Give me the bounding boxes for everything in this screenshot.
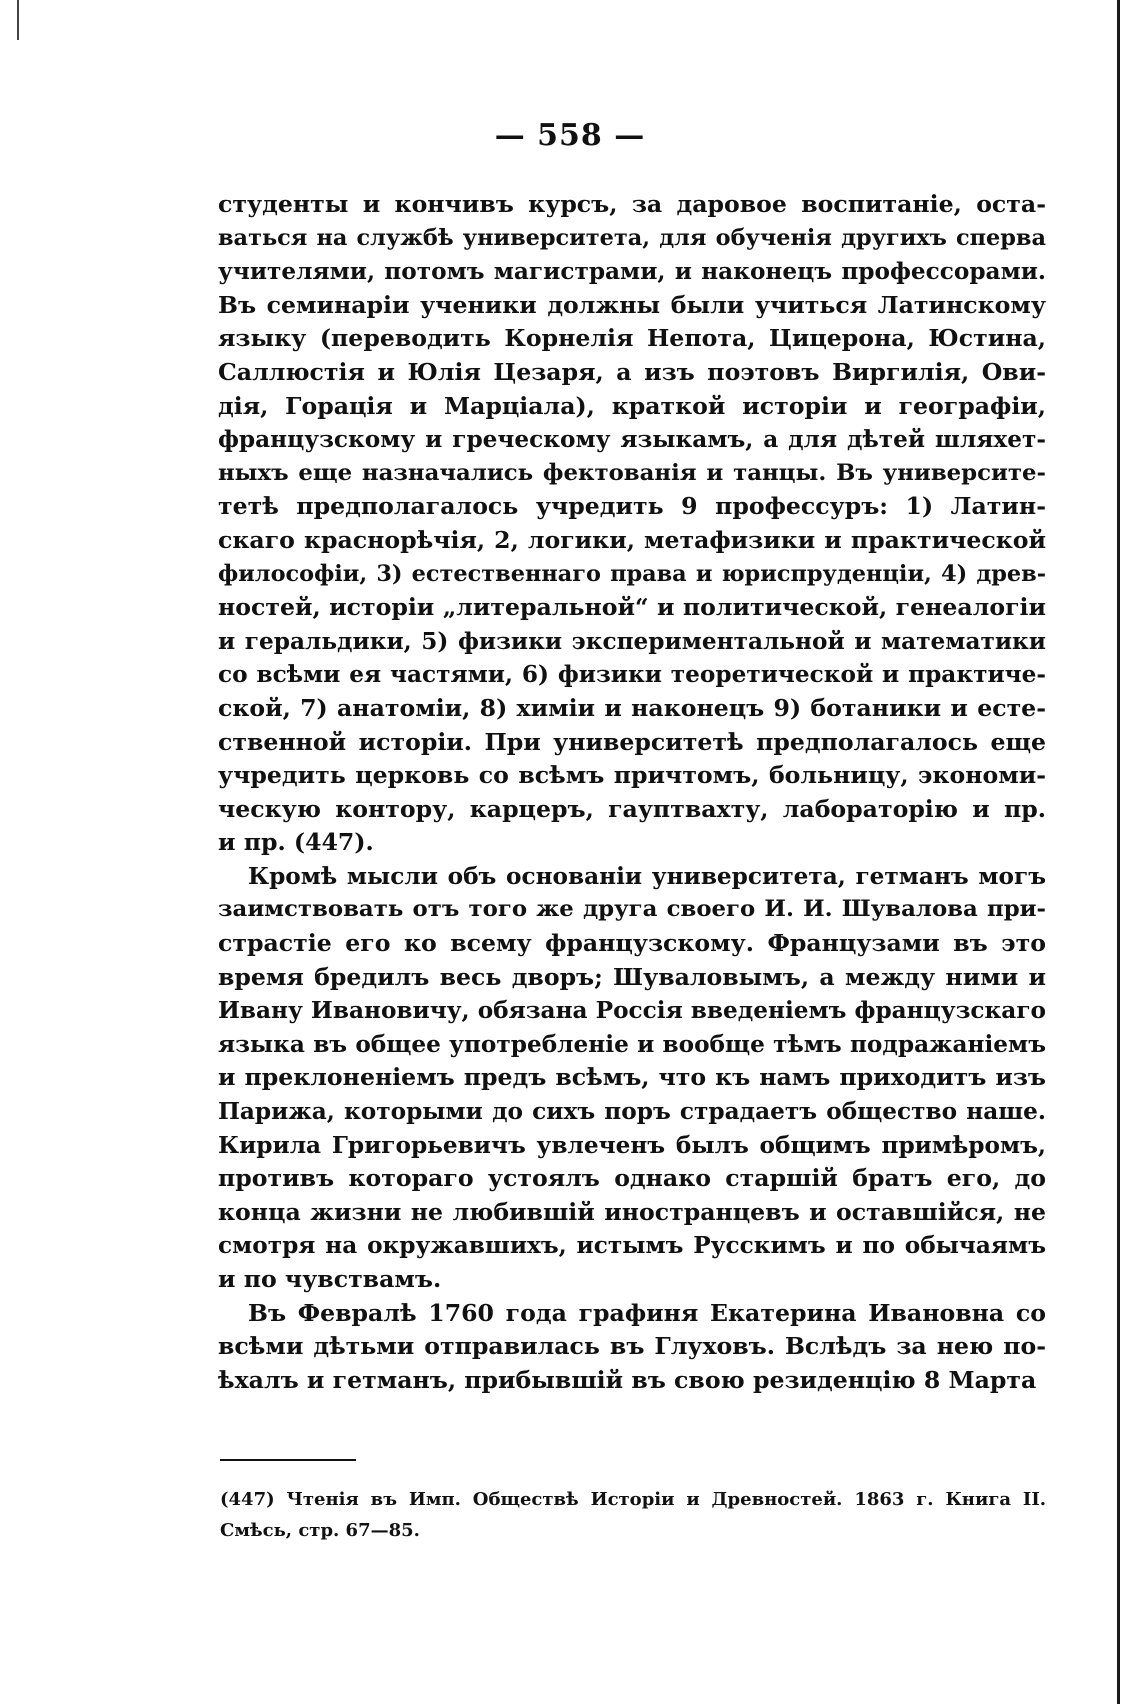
text-line: учредить церковь со всѣмъ причтомъ, больницу, экономи- — [218, 761, 1046, 790]
text-line: дія, Горація и Марціала), краткой исторіи и географіи, — [218, 391, 1046, 420]
text-line: учителями, потомъ магистрами, и наконецъ профессорами. — [218, 258, 1046, 286]
text-line: ской, 7) анатоміи, 8) химіи и наконецъ 9) ботаники и есте- — [218, 693, 1046, 722]
text-line: тетѣ предполагалось учредить 9 профессуръ: 1) Латин- — [218, 492, 1046, 521]
text-line: Кирила Григорьевичъ увлеченъ былъ общимъ примѣромъ, — [218, 1131, 1046, 1159]
text-line: скаго краснорѣчія, 2, логики, метафизики и практической — [218, 525, 1046, 554]
footnote — [220, 1484, 1046, 1546]
text-line: языка въ общее употребленіе и вообще тѣмъ подражаніемъ — [218, 1030, 1046, 1058]
text-line: ческую контору, карцеръ, гауптвахту, лабораторію и пр. — [218, 794, 1046, 823]
text-line: Парижа, которыми до сихъ поръ страдаетъ общество наше. — [218, 1098, 1046, 1126]
text-line: французскому и греческому языкамъ, а для дѣтей шляхет- — [218, 426, 1046, 454]
text-line: конца жизни не любившій иностранцевъ и оставшійся, не — [218, 1197, 1046, 1226]
footnotes — [220, 1484, 1046, 1546]
text-line: заимствовать отъ того же друга своего И. И. Шувалова при- — [218, 896, 1046, 923]
footnote-line: Смѣсь, стр. 67—85. — [220, 1520, 420, 1541]
text-line: и пр. (447). — [218, 828, 374, 857]
text-line: Въ семинаріи ученики должны были учиться Латинскому — [218, 290, 1046, 319]
page-number: — 558 — — [494, 118, 646, 153]
body-text — [218, 188, 1046, 1397]
text-line: страстіе его ко всему французскому. Французами въ это — [218, 929, 1046, 958]
text-line: ственной исторіи. При университетѣ предполагалось еще — [218, 727, 1046, 756]
text-line: студенты и кончивъ курсъ, за даровое воспитаніе, оста- — [218, 190, 1046, 218]
text-line: смотря на окружавшихъ, истымъ Русскимъ и по обычаямъ — [218, 1232, 1046, 1260]
paragraph — [218, 860, 1046, 1297]
paragraph — [218, 188, 1046, 860]
footnote-line: (447) Чтенія въ Имп. Обществѣ Исторіи и Древностей. 1863 г. Книга II. — [220, 1489, 1046, 1510]
text-line: ѣхалъ и гетманъ, прибывшій въ свою резиденцію 8 Марта — [218, 1365, 1037, 1394]
text-line: и по чувствамъ. — [218, 1265, 442, 1293]
text-line: языку (переводить Корнелія Непота, Цицерона, Юстина, — [218, 324, 1046, 353]
scan-edge-left — [17, 0, 19, 40]
text-line: ныхъ еще назначались фектованія и танцы. Въ университе- — [218, 459, 1046, 486]
text-line: философіи, 3) естественнаго права и юриспруденціи, 4) древ- — [218, 560, 1046, 587]
text-line: ваться на службѣ университета, для обученія другихъ сперва — [218, 224, 1046, 251]
text-line: противъ котораго устоялъ однако старшій братъ его, до — [218, 1164, 1046, 1193]
scan-edge-right — [1117, 0, 1120, 1704]
text-line: и преклоненіемъ предъ всѣмъ, что къ намъ приходитъ изъ — [218, 1063, 1046, 1092]
text-line: Ивану Ивановичу, обязана Россія введеніемъ французскаго — [218, 997, 1046, 1025]
text-line: и геральдики, 5) физики экспериментальной и математики — [218, 627, 1046, 655]
text-line: всѣми дѣтьми отправилась въ Глуховъ. Вслѣдъ за нею по- — [218, 1332, 1046, 1361]
text-line: ностей, исторіи „литеральной“ и политической, генеалогіи — [218, 593, 1046, 622]
footnote-rule — [220, 1459, 356, 1461]
text-line: Кромѣ мысли объ основаніи университета, гетманъ могъ — [248, 862, 1046, 890]
text-line: Въ Февралѣ 1760 года графиня Екатерина Ивановна со — [248, 1298, 1046, 1327]
text-line: Саллюстія и Юлія Цезаря, а изъ поэтовъ Виргилія, Ови- — [218, 357, 1046, 386]
paragraph — [218, 1297, 1046, 1398]
text-line: со всѣми ея частями, 6) физики теоретической и практиче- — [218, 661, 1046, 689]
text-line: время бредилъ весь дворъ; Шуваловымъ, а между ними и — [218, 962, 1046, 991]
